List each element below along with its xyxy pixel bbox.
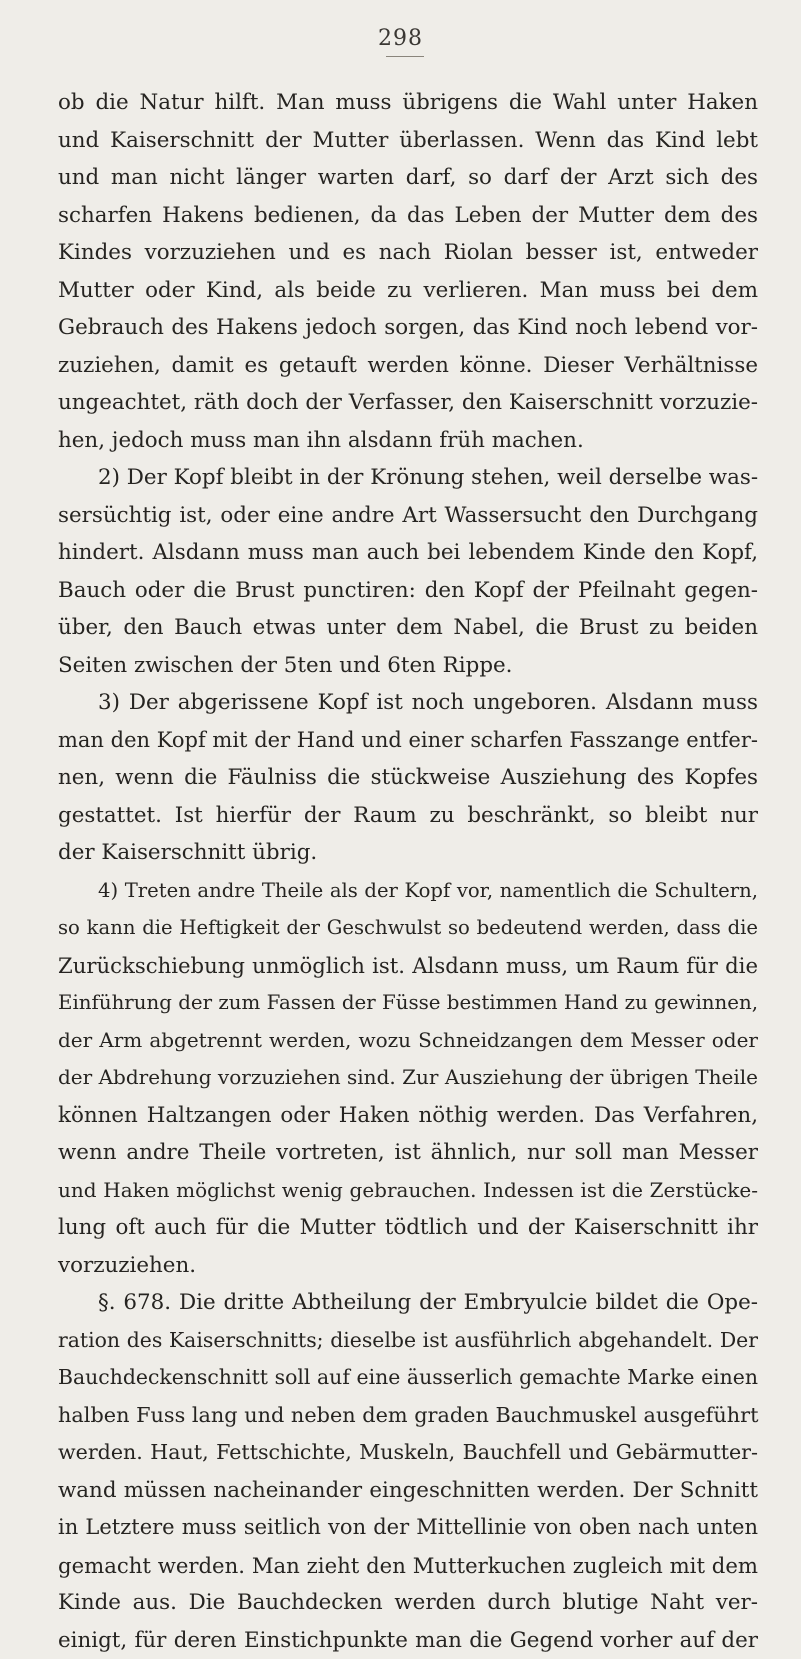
text-line: §. 678. Die dritte Abtheilung der Embryulcie bildet die Ope- bbox=[58, 1284, 758, 1322]
text-line: 3) Der abgerissene Kopf ist noch ungeboren. Alsdann muss bbox=[58, 684, 758, 722]
text-line: Zurückschiebung unmöglich ist. Alsdann muss, um Raum für die bbox=[58, 947, 758, 985]
text-line: vorzuziehen. bbox=[58, 1247, 758, 1285]
text-line: Mutter oder Kind, als beide zu verlieren. Man muss bei dem bbox=[58, 272, 758, 310]
text-line: können Haltzangen oder Haken nöthig werden. Das Verfahren, bbox=[58, 1097, 758, 1135]
text-line: werden. Haut, Fettschichte, Muskeln, Bauchfell und Gebärmutter- bbox=[58, 1434, 758, 1472]
text-line: lung oft auch für die Mutter tödtlich und der Kaiserschnitt ihr bbox=[58, 1209, 758, 1247]
page-number: 298 bbox=[0, 26, 801, 51]
text-line: halben Fuss lang und neben dem graden Bauchmuskel ausgeführt bbox=[58, 1397, 758, 1435]
text-line: 2) Der Kopf bleibt in der Krönung stehen, weil derselbe was- bbox=[58, 459, 758, 497]
text-line: zuziehen, damit es getauft werden könne. Dieser Verhältnisse bbox=[58, 347, 758, 385]
text-line: der Abdrehung vorzuziehen sind. Zur Ausziehung der übrigen Theile bbox=[58, 1059, 758, 1097]
text-line: ungeachtet, räth doch der Verfasser, den Kaiserschnitt vorzuzie- bbox=[58, 384, 758, 422]
text-line: gemacht werden. Man zieht den Mutterkuchen zugleich mit dem bbox=[58, 1547, 758, 1585]
text-line: einigt, für deren Einstichpunkte man die Gegend vorher auf der bbox=[58, 1622, 758, 1659]
text-line: der Kaiserschnitt übrig. bbox=[58, 834, 758, 872]
text-line: so kann die Heftigkeit der Geschwulst so bedeutend werden, dass die bbox=[58, 909, 758, 947]
text-line: und Kaiserschnitt der Mutter überlassen. Wenn das Kind lebt bbox=[58, 122, 758, 160]
text-line: Bauch oder die Brust punctiren: den Kopf der Pfeilnaht gegen- bbox=[58, 572, 758, 610]
text-line: 4) Treten andre Theile als der Kopf vor, namentlich die Schultern, bbox=[58, 872, 758, 910]
page-number-rule bbox=[386, 56, 424, 57]
text-line: in Letztere muss seitlich von der Mittellinie von oben nach unten bbox=[58, 1509, 758, 1547]
text-line: über, den Bauch etwas unter dem Nabel, die Brust zu beiden bbox=[58, 609, 758, 647]
text-line: gestattet. Ist hierfür der Raum zu beschränkt, so bleibt nur bbox=[58, 797, 758, 835]
text-line: und Haken möglichst wenig gebrauchen. Indessen ist die Zerstücke- bbox=[58, 1172, 758, 1210]
body-text bbox=[58, 84, 758, 1659]
text-line: hen, jedoch muss man ihn alsdann früh machen. bbox=[58, 422, 758, 460]
text-line: und man nicht länger warten darf, so darf der Arzt sich des bbox=[58, 159, 758, 197]
text-line: sersüchtig ist, oder eine andre Art Wassersucht den Durchgang bbox=[58, 497, 758, 535]
text-line: wenn andre Theile vortreten, ist ähnlich, nur soll man Messer bbox=[58, 1134, 758, 1172]
text-line: Gebrauch des Hakens jedoch sorgen, das Kind noch lebend vor- bbox=[58, 309, 758, 347]
text-line: Kinde aus. Die Bauchdecken werden durch blutige Naht ver- bbox=[58, 1584, 758, 1622]
text-line: Bauchdeckenschnitt soll auf eine äusserlich gemachte Marke einen bbox=[58, 1359, 758, 1397]
text-line: ration des Kaiserschnitts; dieselbe ist ausführlich abgehandelt. Der bbox=[58, 1322, 758, 1360]
text-line: man den Kopf mit der Hand und einer scharfen Fasszange entfer- bbox=[58, 722, 758, 760]
text-line: nen, wenn die Fäulniss die stückweise Ausziehung des Kopfes bbox=[58, 759, 758, 797]
text-line: Seiten zwischen der 5ten und 6ten Rippe. bbox=[58, 647, 758, 685]
text-line: Einführung der zum Fassen der Füsse bestimmen Hand zu gewinnen, bbox=[58, 984, 758, 1022]
text-line: hindert. Alsdann muss man auch bei lebendem Kinde den Kopf, bbox=[58, 534, 758, 572]
text-line: wand müssen nacheinander eingeschnitten werden. Der Schnitt bbox=[58, 1472, 758, 1510]
text-line: der Arm abgetrennt werden, wozu Schneidzangen dem Messer oder bbox=[58, 1022, 758, 1060]
text-line: scharfen Hakens bedienen, da das Leben der Mutter dem des bbox=[58, 197, 758, 235]
text-line: ob die Natur hilft. Man muss übrigens die Wahl unter Haken bbox=[58, 84, 758, 122]
text-line: Kindes vorzuziehen und es nach Riolan besser ist, entweder bbox=[58, 234, 758, 272]
